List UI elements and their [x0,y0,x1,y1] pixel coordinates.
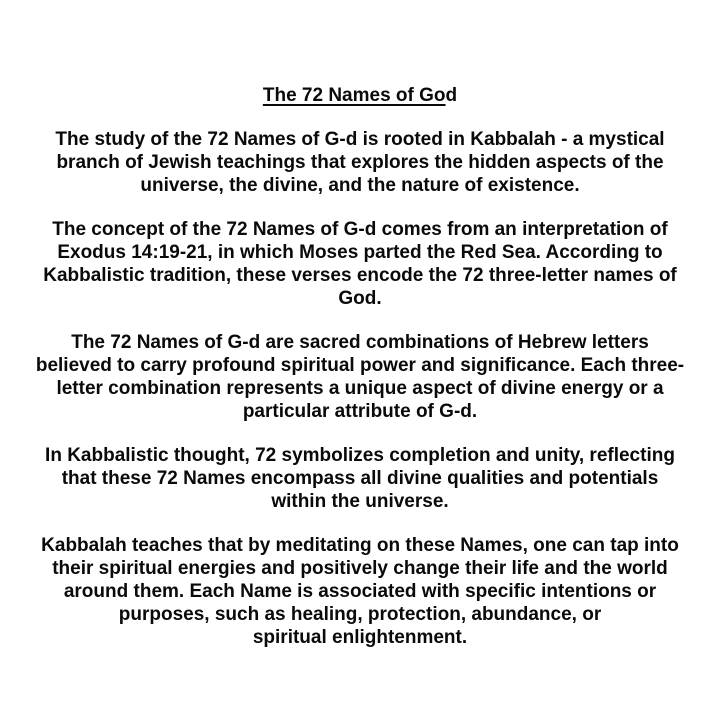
text-line: Exodus 14:19-21, in which Moses parted the Red Sea. According to [57,242,663,263]
text-line: purposes, such as healing, protection, abundance, or [118,604,602,625]
text-line: The study of the 72 Names of G-d is rooted in Kabbalah - a mystical [55,129,665,150]
text-line: within the universe. [271,491,449,512]
text-line: God. [338,288,382,309]
paragraph-study-rooted-in-kabbalah [20,128,700,197]
paragraph-sacred-combinations [20,331,700,423]
text-line: branch of Jewish teachings that explores the hidden aspects of the [56,152,664,173]
paragraph-symbolizes-completion [20,444,700,513]
text-line: The 72 Names of G-d are sacred combinations of Hebrew letters [71,332,649,353]
text-line: believed to carry profound spiritual power and significance. Each three- [35,355,685,376]
text-line: universe, the divine, and the nature of existence. [140,175,580,196]
text-line: letter combination represents a unique aspect of divine energy or a [56,378,664,399]
text-line: Kabbalah teaches that by meditating on these Names, one can tap into [41,535,679,556]
page-title [20,84,700,107]
paragraph-concept-exodus [20,218,700,310]
paragraph-meditating-on-names [20,534,700,649]
text-line: In Kabbalistic thought, 72 symbolizes completion and unity, reflecting [45,445,675,466]
text-line: spiritual enlightenment. [252,627,468,648]
page-title-trailing-text: d [445,85,458,106]
text-line: particular attribute of G-d. [242,401,478,422]
text-line: that these 72 Names encompass all divine qualities and potentials [61,468,659,489]
text-line: their spiritual energies and positively change their life and the world [52,558,668,579]
page-title-underlined-text: The 72 Names of Go [262,85,446,106]
text-line: Kabbalistic tradition, these verses encode the 72 three-letter names of [43,265,677,286]
text-line: around them. Each Name is associated with specific intentions or [63,581,657,602]
text-line: The concept of the 72 Names of G-d comes from an interpretation of [52,219,668,240]
